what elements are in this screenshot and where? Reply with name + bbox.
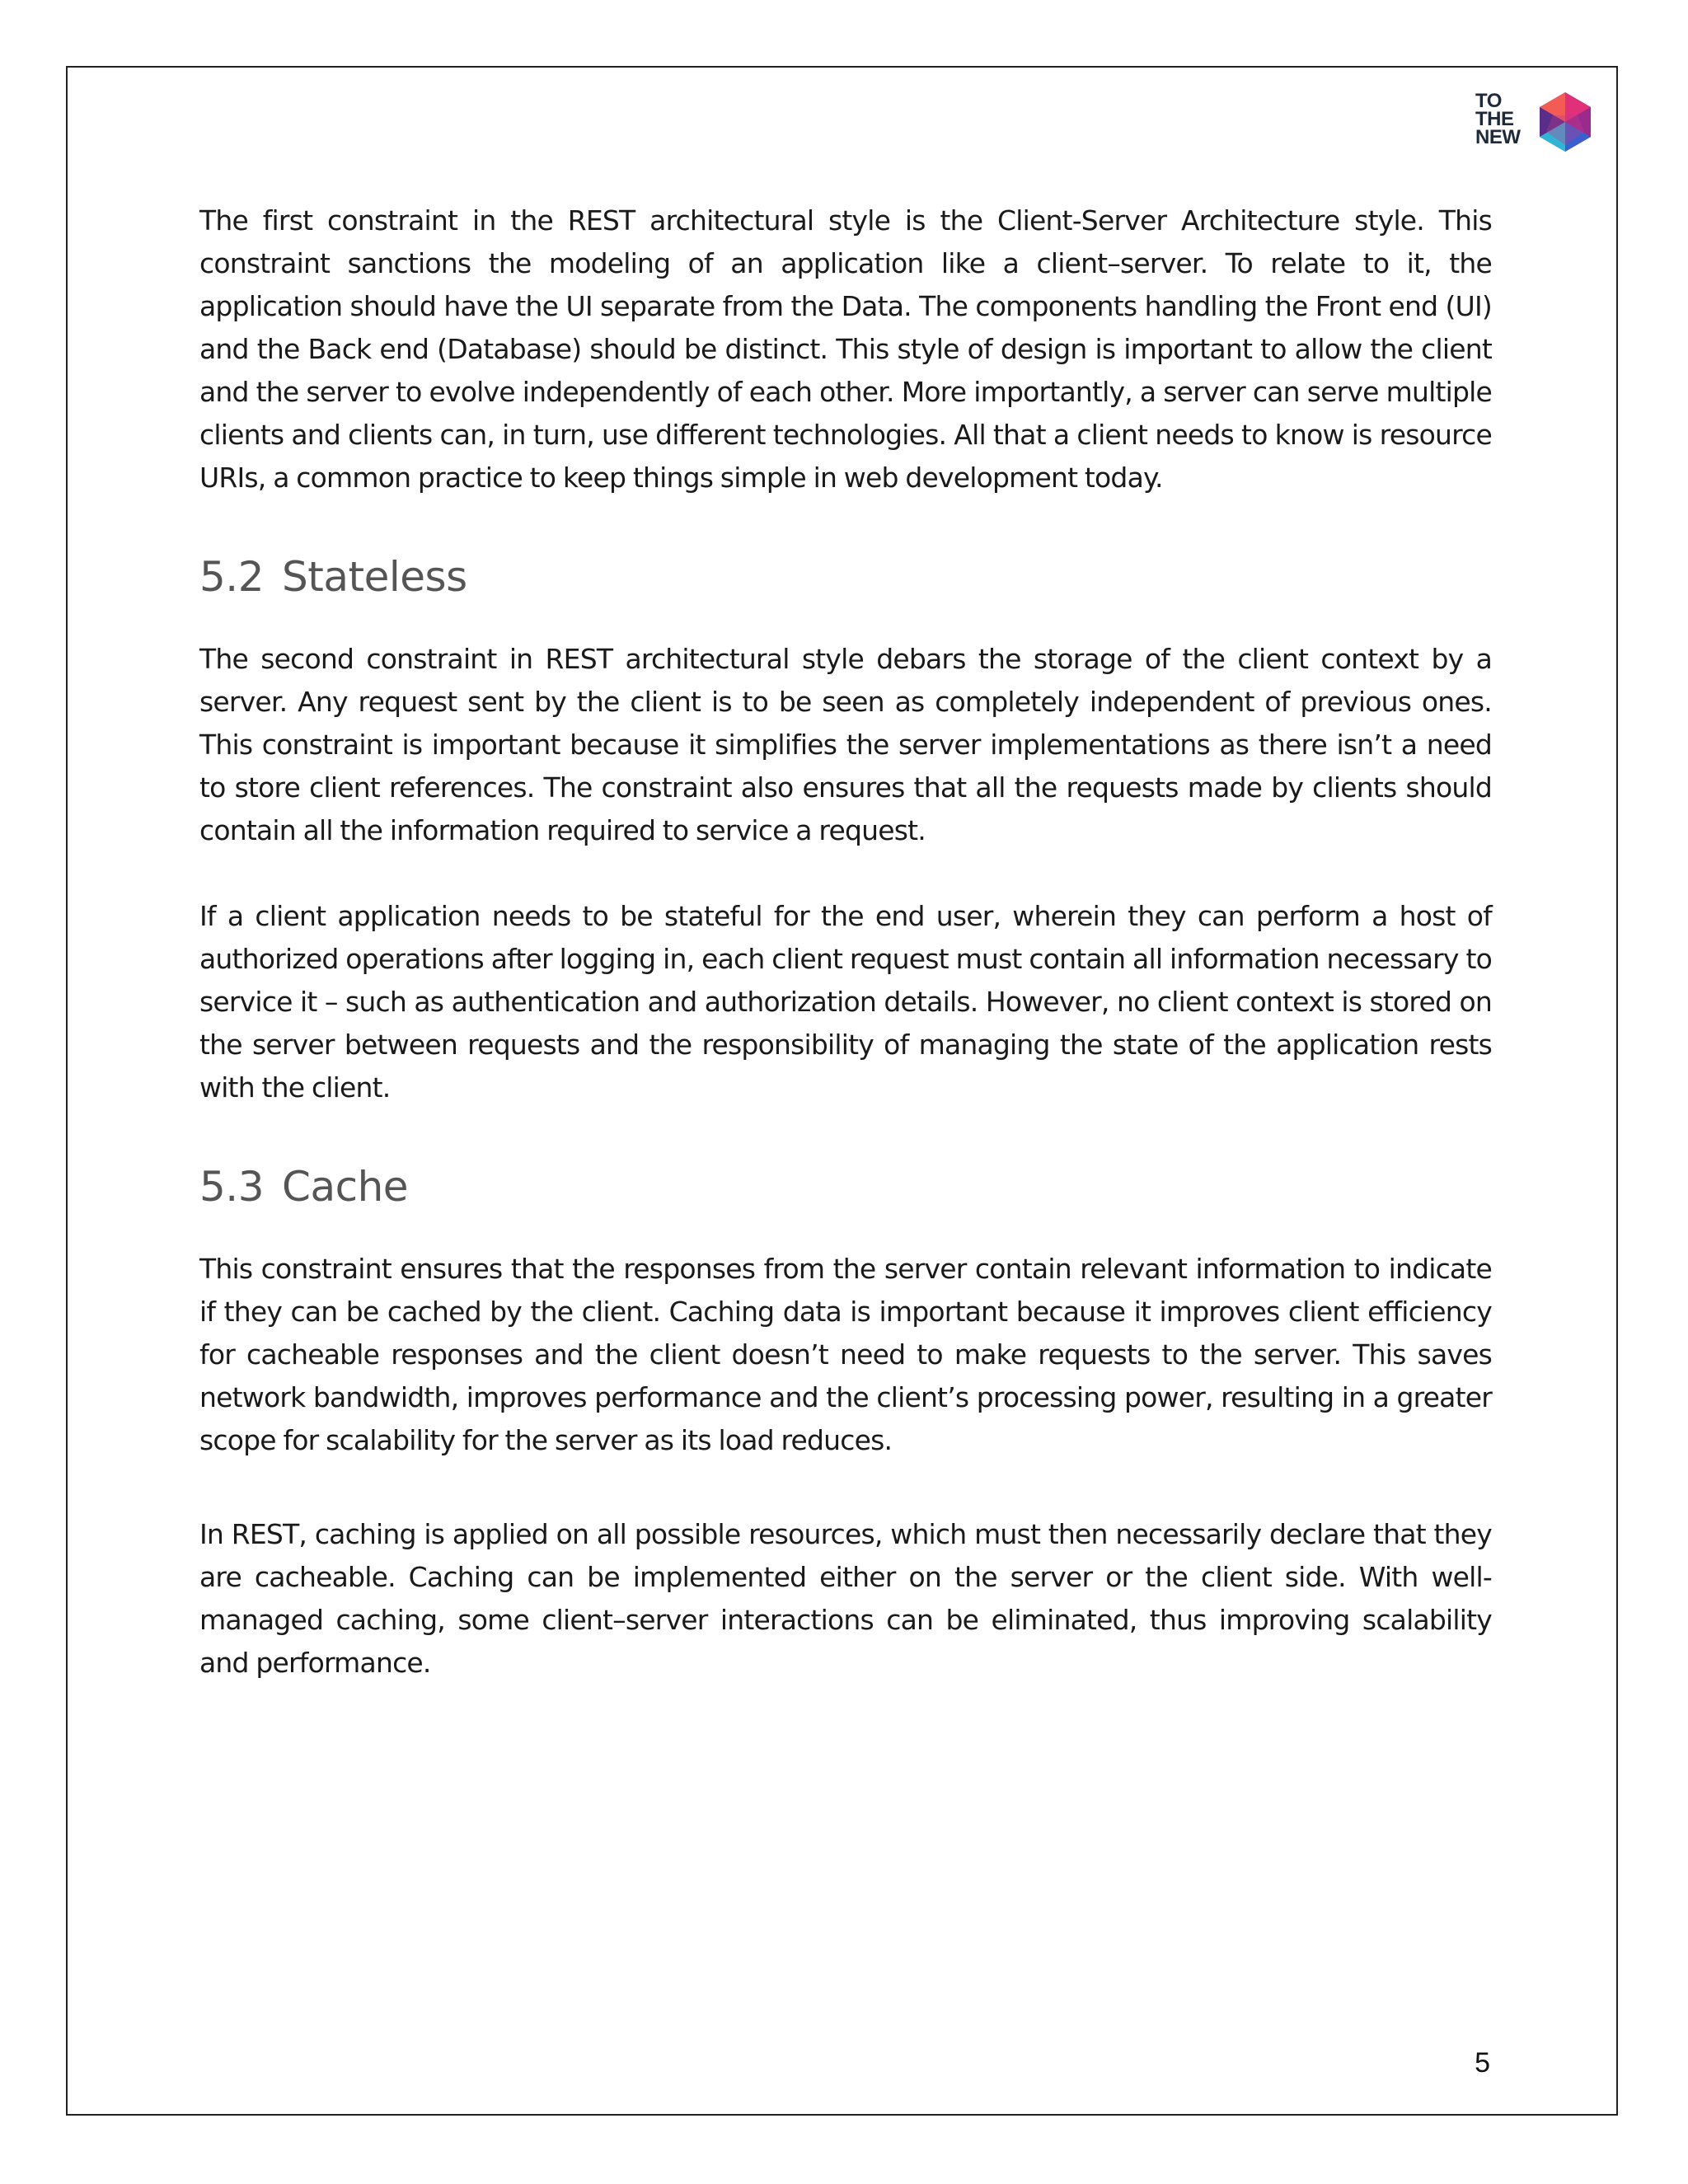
logo-line-3: NEW — [1475, 126, 1521, 148]
section-heading-stateless — [199, 552, 1492, 602]
page-content — [199, 199, 1492, 1685]
cache-paragraph-1: This constraint ensures that the responses from the server contain relevant information to indicate if they can be cached by the client. Caching data is important because it improves client efficiency for cacheable responses and the client doesn’t need to make requests to the server. This saves network bandwidth, improves performance and the client’s processing power, resulting in a greater scope for scalability for the server as its load reduces. — [199, 1253, 1492, 1456]
logo-wordmark — [1475, 92, 1521, 147]
cache-paragraph-2: In REST, caching is applied on all possible resources, which must then necessarily declare that they are cacheable. Caching can be implemented either on the server or the client side. With well-managed caching, some client–server interactions can be eliminated, thus improving scalability and performance. — [199, 1518, 1492, 1679]
page-number: 5 — [1475, 2047, 1490, 2079]
intro-paragraph: The first constraint in the REST architectural style is the Client-Server Architecture style. This constraint sanctions the modeling of an application like a client–server. To relate to it, the application should have the UI separate from the Data. The components handling the Front end (UI) and the Back end (Database) should be distinct. This style of design is important to allow the client and the server to evolve independently of each other. More importantly, a server can serve multiple clients and clients can, in turn, use different technologies. All that a client needs to know is resource URIs, a common practice to keep things simple in web development today. — [199, 204, 1492, 494]
stateless-paragraph-1: The second constraint in REST architectural style debars the storage of the client context by a server. Any request sent by the client is to be seen as completely independent of previous ones. This constraint is important because it simplifies the server implementations as there isn’t a need to store client references. The constraint also ensures that all the requests made by clients should contain all the information required to service a request. — [199, 643, 1492, 846]
section-title: Stateless — [282, 553, 467, 601]
logo-line-1: TO — [1475, 90, 1502, 112]
logo-polygon-icon — [1536, 91, 1594, 153]
logo-line-2: THE — [1475, 108, 1514, 130]
stateless-paragraph-2: If a client application needs to be stateful for the end user, wherein they can perform a host of authorized operations after logging in, each client request must contain all information necessary to service it – such as authentication and authorization details. However, no client context is stored on the server between requests and the responsibility of managing the state of the application rests with the client. — [199, 900, 1492, 1104]
section-number: 5.2 — [199, 553, 265, 601]
section-heading-cache — [199, 1162, 1492, 1212]
section-number: 5.3 — [199, 1163, 265, 1211]
brand-logo — [1475, 91, 1599, 157]
section-title: Cache — [282, 1163, 409, 1211]
